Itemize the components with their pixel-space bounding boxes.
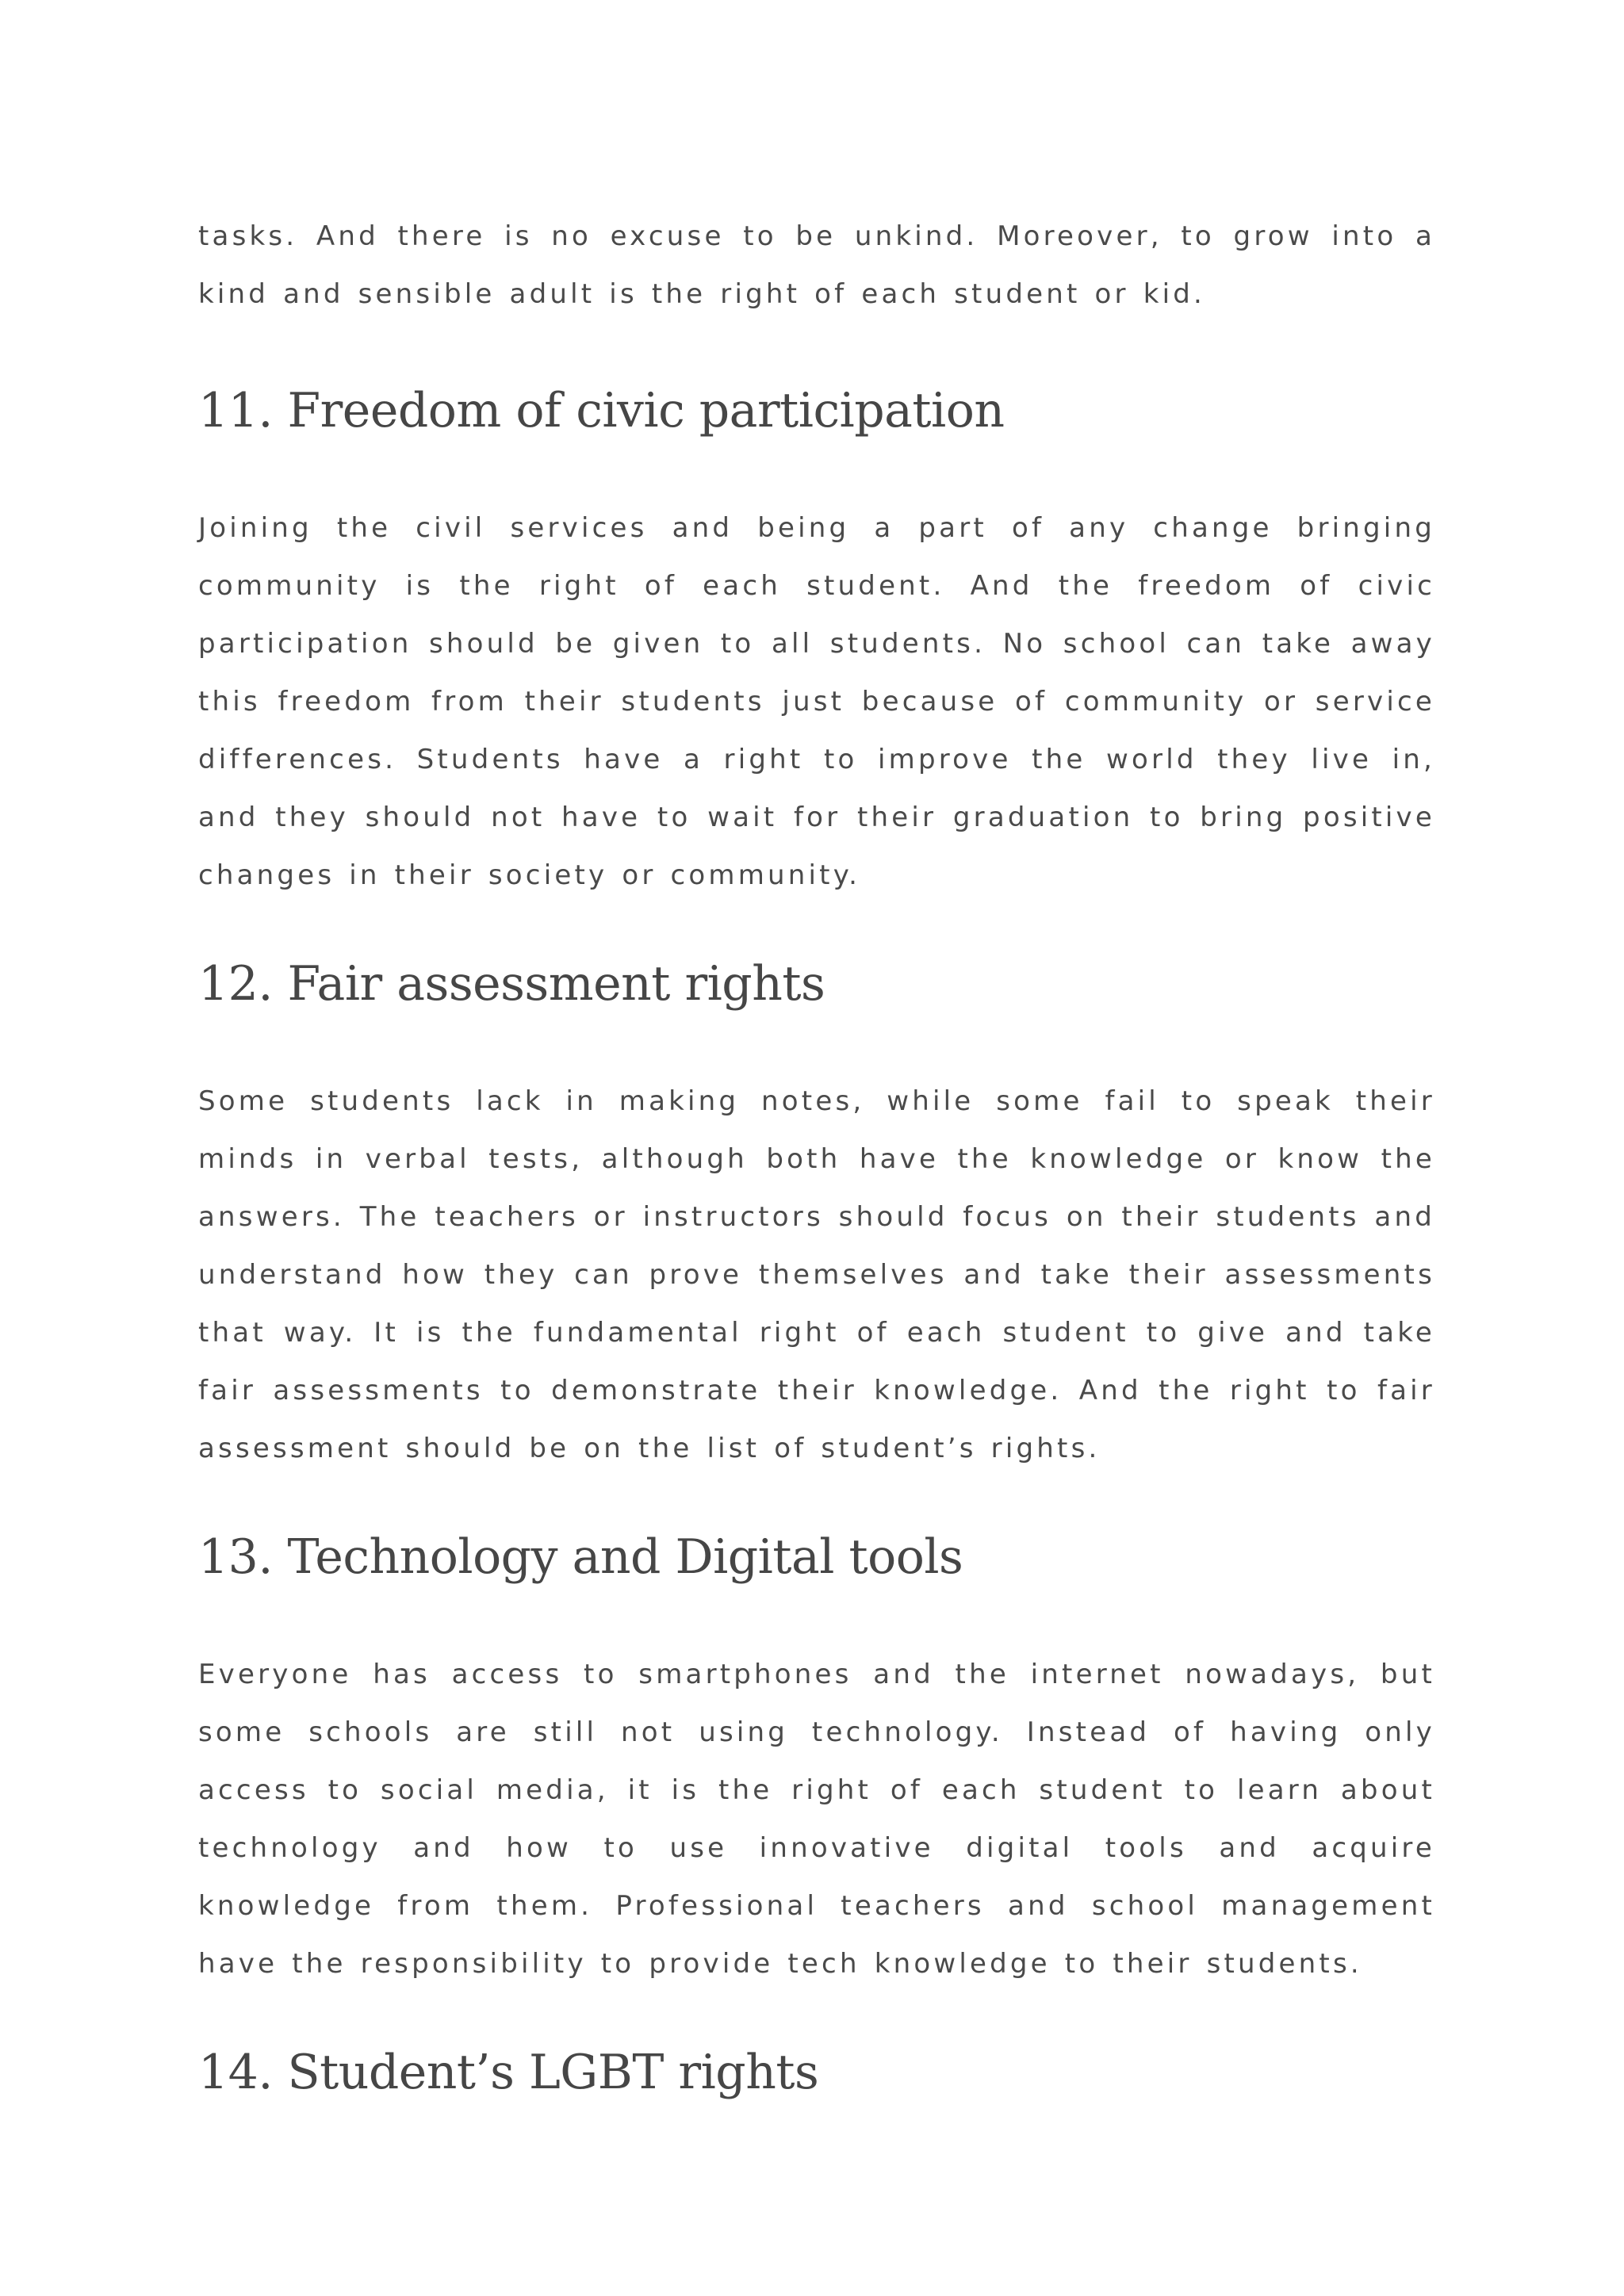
section-body-fair-assessment: Some students lack in making notes, while some fail to speak their minds in verbal tests, although both have the knowledge or know the answers. The teachers or instructors should focus on their students and understand how they can prove themselves and take their assessments that way. It is the fundamental right of each student to give and take fair assessments to demonstrate their knowledge. And the right to fair assessment should be on the list of student’s rights.: [198, 1085, 1435, 1464]
section-body-technology: Everyone has access to smartphones and the internet nowadays, but some schools are still not using technology. Instead of having only access to social media, it is the right of each student to learn about technology and how to use innovative digital tools and acquire knowledge from them. Professional teachers and school management have the responsibility to provide tech knowledge to their students.: [198, 1659, 1435, 1980]
section-body-civic-participation: Joining the civil services and being a part of any change bringing community is the right of each student. And the freedom of civic participation should be given to all students. No school can take away this freedom from their students just because of community or service differences. Students have a right to improve the world they live in, and they should not have to wait for their graduation to bring positive changes in their society or community.: [198, 512, 1435, 891]
intro-paragraph: tasks. And there is no excuse to be unkind. Moreover, to grow into a kind and sensible adult is the right of each student or kid.: [198, 220, 1435, 310]
section-heading-lgbt-rights: 14. Student’s LGBT rights: [198, 2045, 819, 2100]
document-page: [198, 208, 1435, 2104]
section-heading-fair-assessment: 12. Fair assessment rights: [198, 956, 825, 1012]
section-heading-civic-participation: 11. Freedom of civic participation: [198, 383, 1005, 438]
section-heading-technology: 13. Technology and Digital tools: [198, 1529, 963, 1585]
